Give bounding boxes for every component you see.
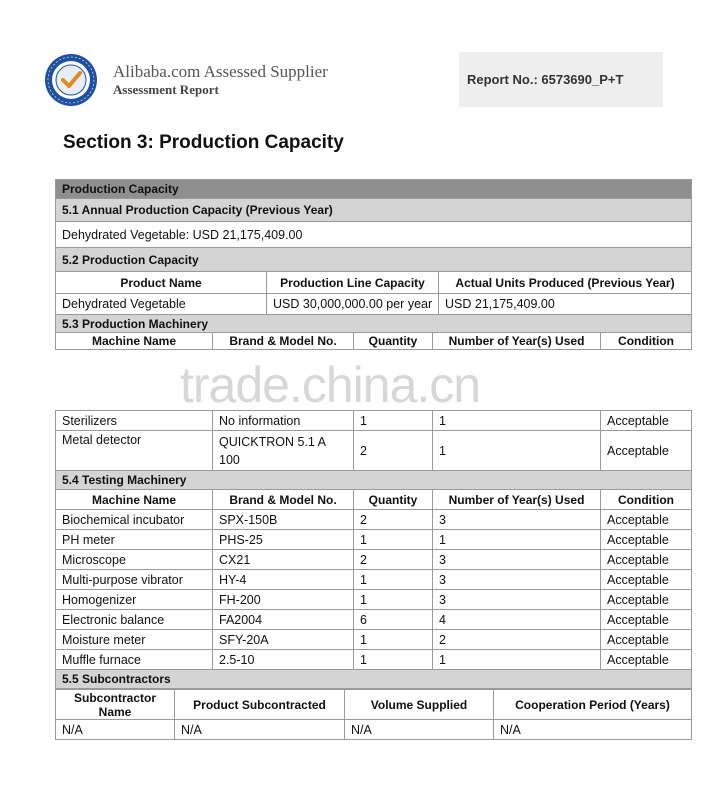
- table-row: [56, 720, 692, 740]
- table-cell: 1: [433, 431, 601, 471]
- table-cell: USD 30,000,000.00 per year: [267, 294, 439, 315]
- column-header: Number of Year(s) Used: [433, 333, 601, 350]
- brand-subtitle: Assessment Report: [113, 82, 219, 97]
- column-header: Number of Year(s) Used: [433, 490, 601, 510]
- table-cell: 1: [354, 590, 433, 610]
- column-header: Subcontractor Name: [56, 690, 175, 720]
- table-cell: Acceptable: [601, 610, 692, 630]
- table-cell: PH meter: [56, 530, 213, 550]
- column-header: Volume Supplied: [345, 690, 494, 720]
- table-cell: 3: [433, 590, 601, 610]
- table-cell: Homogenizer: [56, 590, 213, 610]
- column-header: Brand & Model No.: [213, 490, 354, 510]
- table-cell: Metal detector: [56, 431, 213, 471]
- table-cell: Acceptable: [601, 550, 692, 570]
- subcontractors-heading: 5.5 Subcontractors: [56, 670, 692, 689]
- table-row: [56, 610, 692, 630]
- column-header: Condition: [601, 490, 692, 510]
- table-cell: Acceptable: [601, 650, 692, 670]
- table-cell: SPX-150B: [213, 510, 354, 530]
- table-cell: 3: [433, 550, 601, 570]
- table-cell: Muffle furnace: [56, 650, 213, 670]
- table-title: Production Capacity: [56, 180, 692, 199]
- table-cell: N/A: [175, 720, 345, 740]
- brand-block: [113, 62, 328, 98]
- table-cell: USD 21,175,409.00: [439, 294, 692, 315]
- table-row: [56, 570, 692, 590]
- annual-heading: 5.1 Annual Production Capacity (Previous Year): [56, 199, 692, 222]
- table-cell: 1: [354, 570, 433, 590]
- table-cell: 3: [433, 510, 601, 530]
- testing-heading: 5.4 Testing Machinery: [56, 471, 692, 490]
- table-row: [56, 411, 692, 431]
- table-cell: 1: [354, 630, 433, 650]
- table-cell: Acceptable: [601, 510, 692, 530]
- column-header: Actual Units Produced (Previous Year): [439, 272, 692, 294]
- column-header: Product Name: [56, 272, 267, 294]
- table-cell: 1: [433, 411, 601, 431]
- table-cell: Acceptable: [601, 590, 692, 610]
- column-header: Production Line Capacity: [267, 272, 439, 294]
- report-number: Report No.: 6573690_P+T: [459, 52, 663, 107]
- table-cell: Microscope: [56, 550, 213, 570]
- column-header: Machine Name: [56, 490, 213, 510]
- table-cell: Moisture meter: [56, 630, 213, 650]
- table-cell: HY-4: [213, 570, 354, 590]
- table-cell: PHS-25: [213, 530, 354, 550]
- table-row: [56, 530, 692, 550]
- machinery-table-head: [55, 314, 692, 350]
- column-header: Machine Name: [56, 333, 213, 350]
- table-row: [56, 590, 692, 610]
- table-cell: 2: [354, 510, 433, 530]
- annual-value: Dehydrated Vegetable: USD 21,175,409.00: [56, 222, 692, 248]
- column-header: Cooperation Period (Years): [494, 690, 692, 720]
- table-cell: 1: [433, 650, 601, 670]
- table-cell: Acceptable: [601, 630, 692, 650]
- capacity-heading: 5.2 Production Capacity: [56, 248, 692, 272]
- table-cell: 1: [433, 530, 601, 550]
- table-cell: Electronic balance: [56, 610, 213, 630]
- table-cell: Dehydrated Vegetable: [56, 294, 267, 315]
- table-row: [56, 294, 692, 315]
- table-cell: SFY-20A: [213, 630, 354, 650]
- table-row: [56, 550, 692, 570]
- table-cell: Sterilizers: [56, 411, 213, 431]
- table-cell: Biochemical incubator: [56, 510, 213, 530]
- table-cell: No information: [213, 411, 354, 431]
- column-header: Condition: [601, 333, 692, 350]
- table-cell: Acceptable: [601, 570, 692, 590]
- subcontractors-table: [55, 689, 692, 740]
- watermark-text: trade.china.cn: [180, 357, 481, 413]
- table-cell: 1: [354, 411, 433, 431]
- column-header: Brand & Model No.: [213, 333, 354, 350]
- column-header: Product Subcontracted: [175, 690, 345, 720]
- table-cell: 4: [433, 610, 601, 630]
- column-header: Quantity: [354, 333, 433, 350]
- table-cell: Acceptable: [601, 530, 692, 550]
- column-header: Quantity: [354, 490, 433, 510]
- table-row: [56, 510, 692, 530]
- table-cell: CX21: [213, 550, 354, 570]
- table-cell: N/A: [56, 720, 175, 740]
- table-row: [56, 630, 692, 650]
- table-cell: 1: [354, 530, 433, 550]
- table-cell: 2: [354, 550, 433, 570]
- table-cell: N/A: [494, 720, 692, 740]
- table-cell: 2.5-10: [213, 650, 354, 670]
- table-cell: 2: [354, 431, 433, 471]
- table-cell: Acceptable: [601, 411, 692, 431]
- table-cell: Multi-purpose vibrator: [56, 570, 213, 590]
- machinery-table-body: [55, 410, 692, 689]
- table-cell: 2: [433, 630, 601, 650]
- brand-title: Alibaba.com Assessed Supplier: [113, 62, 328, 81]
- table-row: [56, 650, 692, 670]
- table-cell: Acceptable: [601, 431, 692, 471]
- table-cell: QUICKTRON 5.1 A 100: [213, 431, 354, 471]
- table-cell: 3: [433, 570, 601, 590]
- table-row: [56, 431, 692, 471]
- production-capacity-table: [55, 179, 692, 315]
- supplier-assessment-seal-icon: [44, 53, 98, 107]
- table-cell: 1: [354, 650, 433, 670]
- table-cell: N/A: [345, 720, 494, 740]
- table-cell: FA2004: [213, 610, 354, 630]
- table-cell: FH-200: [213, 590, 354, 610]
- table-cell: 6: [354, 610, 433, 630]
- section-title: Section 3: Production Capacity: [63, 132, 344, 153]
- machinery-heading: 5.3 Production Machinery: [56, 315, 692, 333]
- report-header: [0, 0, 707, 120]
